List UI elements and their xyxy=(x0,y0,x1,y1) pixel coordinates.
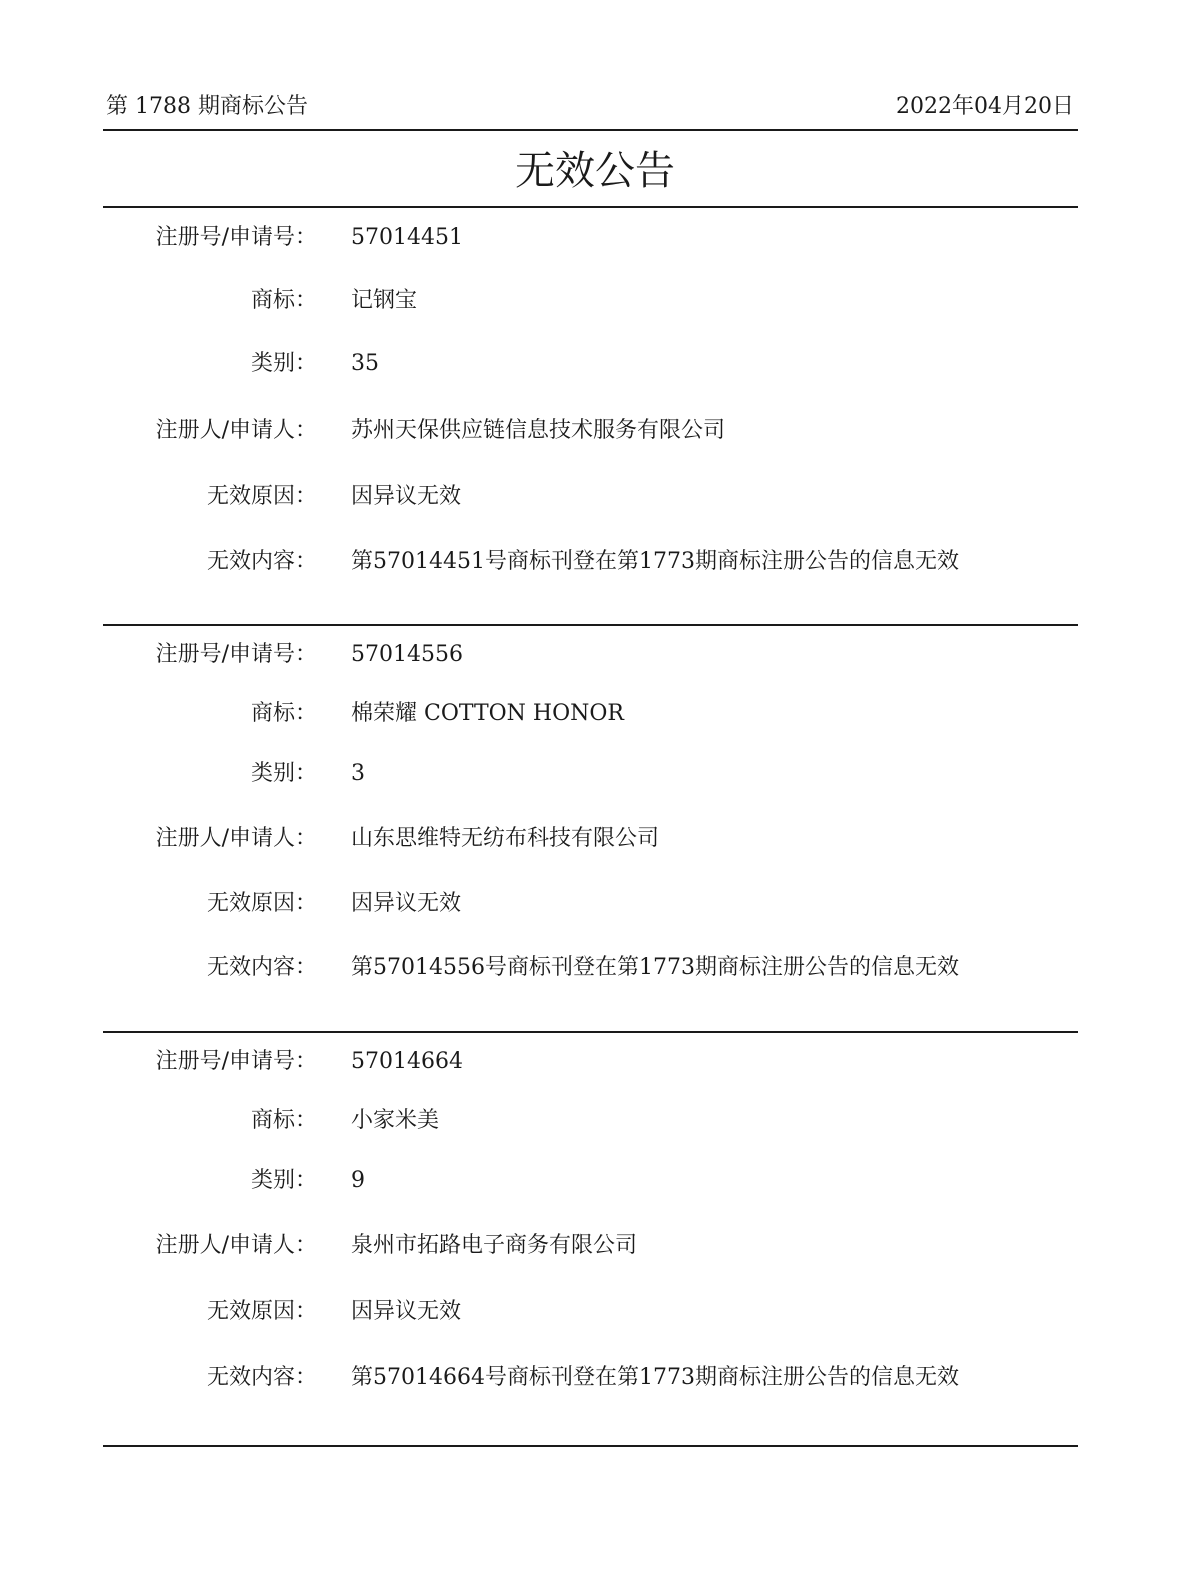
reason-label: 无效原因： xyxy=(206,1299,317,1324)
reason-value: 因异议无效 xyxy=(351,1299,462,1324)
content-label: 无效内容： xyxy=(206,955,317,980)
trademark-value: 记钢宝 xyxy=(351,288,418,313)
trademark-label: 商标： xyxy=(250,1108,317,1133)
class-label: 类别： xyxy=(250,1168,317,1193)
trademark-field xyxy=(0,1103,1190,1139)
content-field xyxy=(0,1360,1190,1396)
reg-no-label: 注册号/申请号： xyxy=(155,225,317,250)
class-value: 3 xyxy=(351,761,365,786)
reg-no-field xyxy=(0,637,1190,673)
content-value: 第57014556号商标刊登在第1773期商标注册公告的信息无效 xyxy=(351,955,959,980)
registrant-field xyxy=(0,821,1190,857)
registrant-field xyxy=(0,413,1190,449)
entry-divider xyxy=(103,1445,1078,1447)
class-field xyxy=(0,756,1190,792)
reason-value: 因异议无效 xyxy=(351,484,462,509)
content-label: 无效内容： xyxy=(206,549,317,574)
header-divider xyxy=(103,129,1078,131)
class-label: 类别： xyxy=(250,351,317,376)
content-value: 第57014664号商标刊登在第1773期商标注册公告的信息无效 xyxy=(351,1365,959,1390)
registrant-value: 山东思维特无纺布科技有限公司 xyxy=(351,826,660,851)
reason-field xyxy=(0,479,1190,515)
publication-date: 2022年04月20日 xyxy=(896,94,1074,119)
reg-no-label: 注册号/申请号： xyxy=(155,642,317,667)
class-value: 35 xyxy=(351,351,379,376)
content-value: 第57014451号商标刊登在第1773期商标注册公告的信息无效 xyxy=(351,549,959,574)
registrant-field xyxy=(0,1228,1190,1264)
issue-number: 第 1788 期商标公告 xyxy=(106,94,308,119)
title-divider xyxy=(103,206,1078,208)
trademark-label: 商标： xyxy=(250,288,317,313)
trademark-label: 商标： xyxy=(250,701,317,726)
reason-field xyxy=(0,886,1190,922)
entry-divider xyxy=(103,624,1078,626)
trademark-field xyxy=(0,696,1190,732)
reg-no-value: 57014451 xyxy=(351,225,463,250)
page-title: 无效公告 xyxy=(515,148,675,194)
reason-label: 无效原因： xyxy=(206,891,317,916)
reason-label: 无效原因： xyxy=(206,484,317,509)
registrant-label: 注册人/申请人： xyxy=(155,1233,317,1258)
reg-no-value: 57014664 xyxy=(351,1049,463,1074)
trademark-value: 棉荣耀 COTTON HONOR xyxy=(351,701,624,726)
class-value: 9 xyxy=(351,1168,365,1193)
registrant-value: 泉州市拓路电子商务有限公司 xyxy=(351,1233,638,1258)
reg-no-value: 57014556 xyxy=(351,642,463,667)
registrant-label: 注册人/申请人： xyxy=(155,826,317,851)
entry-divider xyxy=(103,1031,1078,1033)
reg-no-label: 注册号/申请号： xyxy=(155,1049,317,1074)
registrant-label: 注册人/申请人： xyxy=(155,418,317,443)
trademark-field xyxy=(0,283,1190,319)
content-field xyxy=(0,544,1190,580)
trademark-value: 小家米美 xyxy=(351,1108,440,1133)
class-label: 类别： xyxy=(250,761,317,786)
class-field xyxy=(0,1163,1190,1199)
reg-no-field xyxy=(0,1044,1190,1080)
content-label: 无效内容： xyxy=(206,1365,317,1390)
reg-no-field xyxy=(0,220,1190,256)
reason-value: 因异议无效 xyxy=(351,891,462,916)
reason-field xyxy=(0,1294,1190,1330)
registrant-value: 苏州天保供应链信息技术服务有限公司 xyxy=(351,418,726,443)
content-field xyxy=(0,950,1190,986)
class-field xyxy=(0,346,1190,382)
